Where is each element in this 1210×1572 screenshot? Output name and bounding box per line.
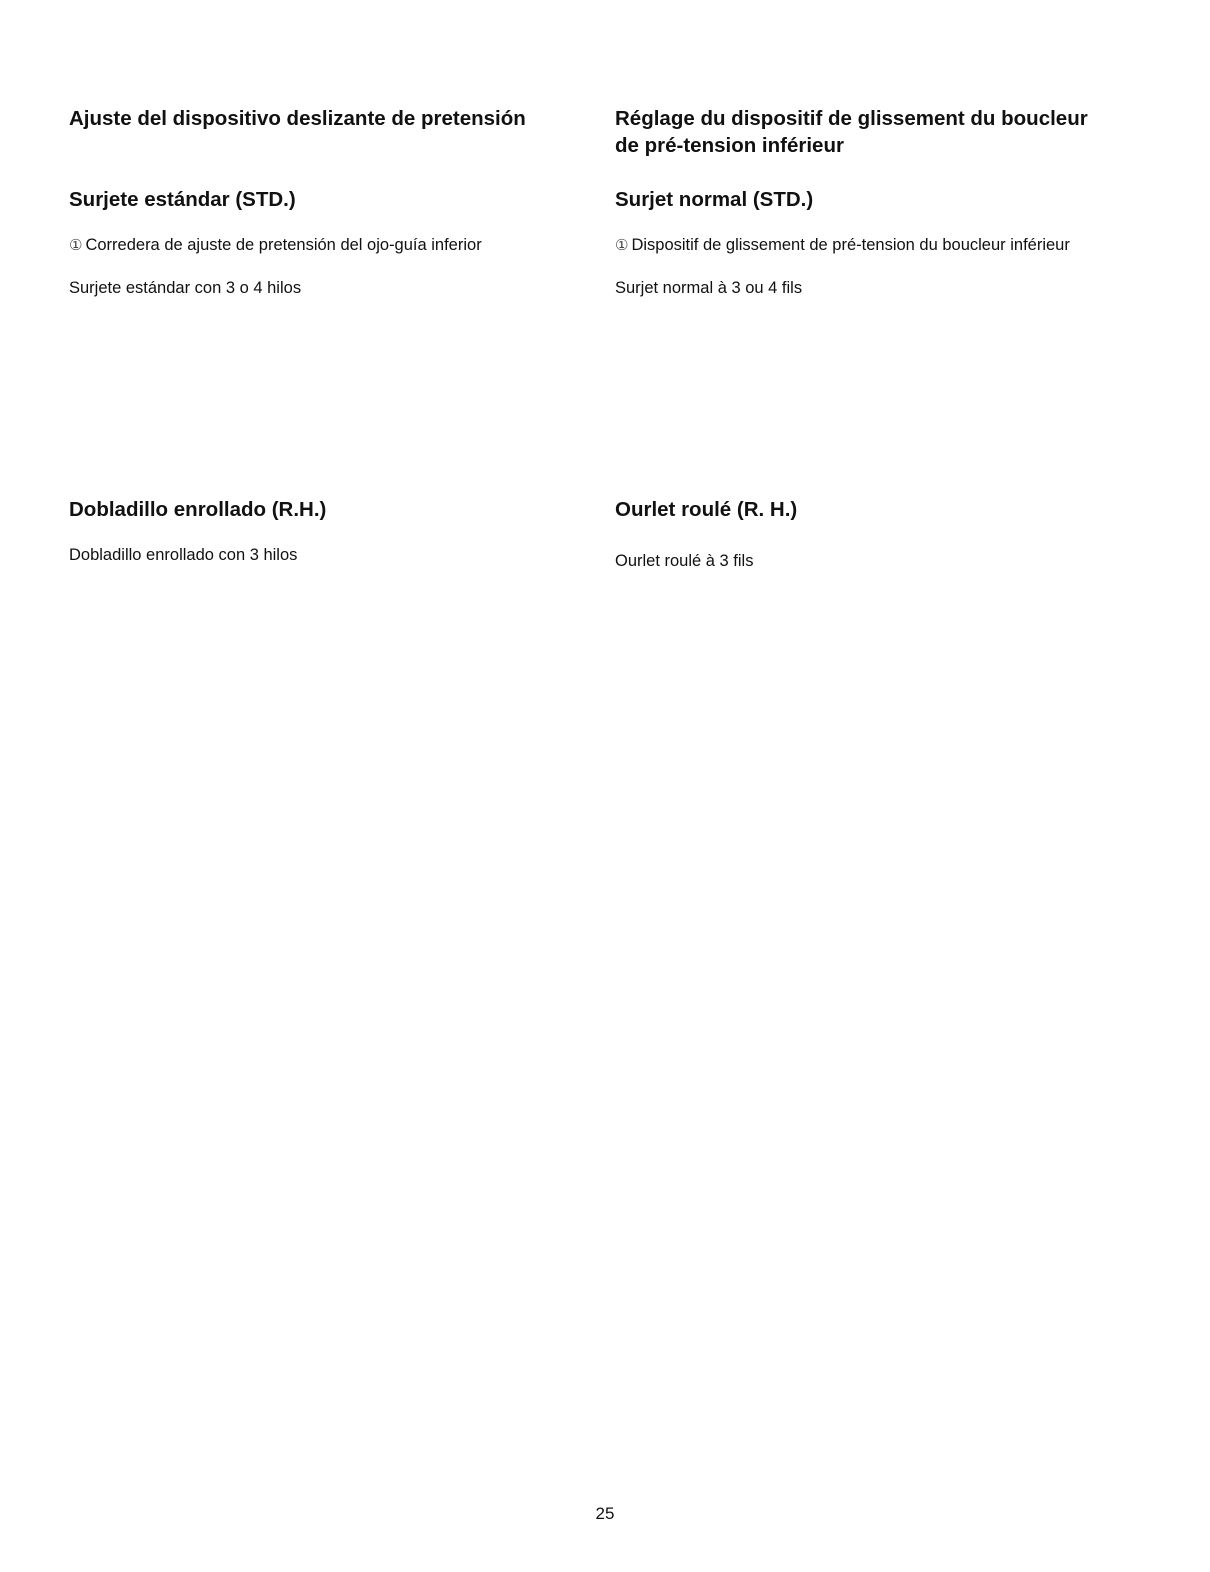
spanish-std-item [69,234,482,256]
french-rh-caption: Ourlet roulé à 3 fils [615,552,754,570]
french-std-item [615,234,1070,256]
spanish-rh-heading: Dobladillo enrollado (R.H.) [69,498,327,521]
french-title-line-1: Réglage du dispositif de glissement du boucleur [615,107,1088,130]
french-title-line-2: de pré-tension inférieur [615,134,844,157]
item-number-1-icon: ① [69,236,83,254]
french-rh-heading: Ourlet roulé (R. H.) [615,498,798,521]
spanish-title: Ajuste del dispositivo deslizante de pretensión [69,107,526,130]
item-number-1-icon: ① [615,236,629,254]
page-number: 25 [595,1504,615,1523]
spanish-std-item-text: Corredera de ajuste de pretensión del ojo-guía inferior [85,236,482,254]
french-std-heading: Surjet normal (STD.) [615,188,814,211]
french-std-item-text: Dispositif de glissement de pré-tension du boucleur inférieur [631,236,1070,254]
spanish-std-heading: Surjete estándar (STD.) [69,188,296,211]
spanish-rh-caption: Dobladillo enrollado con 3 hilos [69,546,298,564]
french-std-caption: Surjet normal à 3 ou 4 fils [615,279,803,297]
spanish-std-caption: Surjete estándar con 3 o 4 hilos [69,279,302,297]
